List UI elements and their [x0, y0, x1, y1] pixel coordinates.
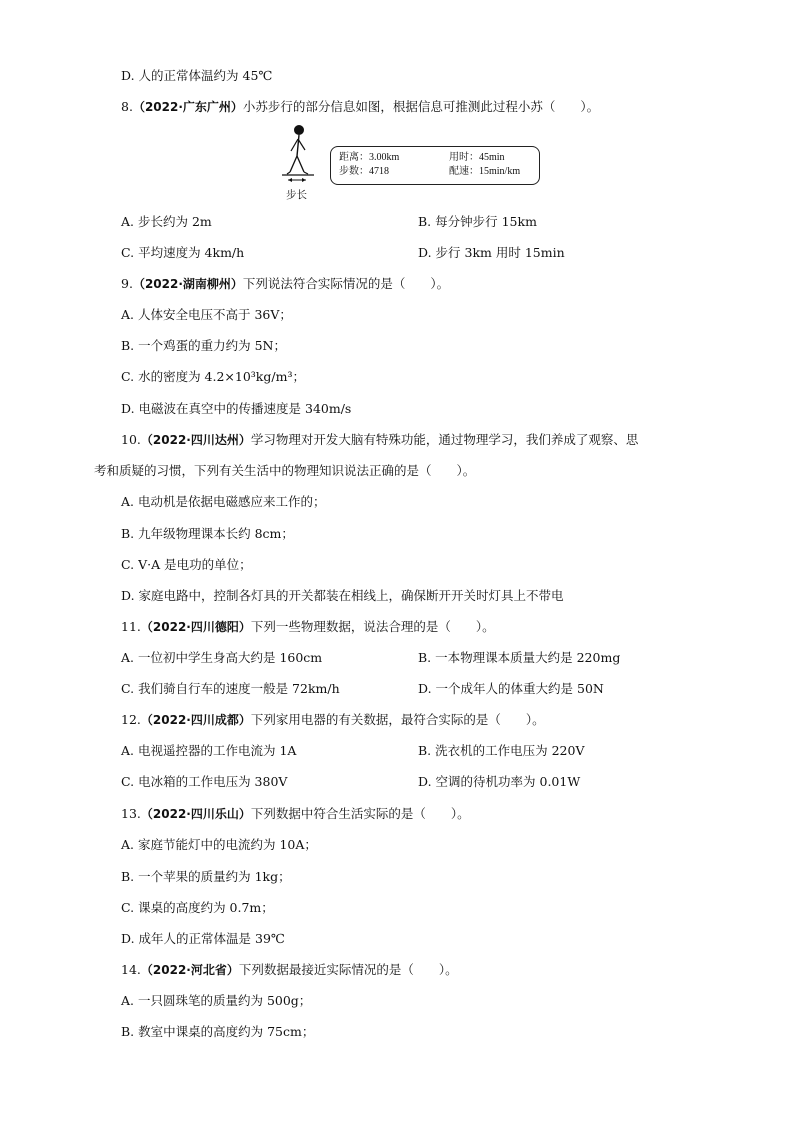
question-number: 9. — [121, 276, 133, 291]
question-stem: 小苏步行的部分信息如图，根据信息可推测此过程小苏（ ）。 — [242, 99, 600, 114]
q13-option-c: C. 课桌的高度约为 0.7m； — [121, 900, 274, 915]
q10-option-a: A. 电动机是依据电磁感应来工作的； — [121, 494, 326, 509]
q12-option-b: B. 洗衣机的工作电压为 220V — [418, 743, 585, 758]
question-stem: 下列说法符合实际情况的是（ ）。 — [242, 276, 450, 291]
question-source: （2022·河北省） — [140, 963, 239, 977]
distance-text: 距离：3.00km — [339, 152, 400, 163]
q9-option-a: A. 人体安全电压不高于 36V； — [121, 307, 292, 322]
question-stem: 下列数据最接近实际情况的是（ ）。 — [238, 962, 458, 977]
question-13 — [121, 805, 470, 823]
question-10 — [121, 431, 638, 449]
question-9 — [121, 275, 449, 293]
question-stem-line-1: 学习物理对开发大脑有特殊功能，通过物理学习，我们养成了观察、思 — [250, 432, 639, 447]
question-stem: 下列一些物理数据，说法合理的是（ ）。 — [250, 619, 495, 634]
q14-option-a: A. 一只圆珠笔的质量约为 500g； — [121, 993, 312, 1008]
q13-option-a: A. 家庭节能灯中的电流约为 10A； — [121, 837, 317, 852]
question-source: （2022·湖南柳州） — [132, 277, 243, 291]
question-number: 12. — [121, 712, 141, 727]
question-stem: 下列家用电器的有关数据，最符合实际的是（ ）。 — [250, 712, 545, 727]
walking-info-box — [330, 146, 540, 185]
q8-option-b: B. 每分钟步行 15km — [418, 214, 537, 229]
question-source: （2022·四川德阳） — [140, 620, 251, 634]
q12-option-c: C. 电冰箱的工作电压为 380V — [121, 774, 288, 789]
q13-option-d: D. 成年人的正常体温是 39℃ — [121, 931, 285, 946]
question-stem-line-2: 考和质疑的习惯，下列有关生活中的物理知识说法正确的是（ ）。 — [94, 463, 476, 478]
question-number: 10. — [121, 432, 141, 447]
q12-option-a: A. 电视遥控器的工作电流为 1A — [121, 743, 297, 758]
q11-option-b: B. 一本物理课本质量大约是 220mg — [418, 650, 621, 665]
question-number: 8. — [121, 99, 133, 114]
question-source: （2022·四川成都） — [140, 713, 251, 727]
q7-option-d: D. 人的正常体温约为 45℃ — [121, 68, 273, 83]
question-source: （2022·四川达州） — [140, 433, 251, 447]
q8-option-a: A. 步长约为 2m — [121, 214, 212, 229]
q10-option-d: D. 家庭电路中，控制各灯具的开关都装在相线上，确保断开开关时灯具上不带电 — [121, 588, 564, 603]
question-source: （2022·广东广州） — [132, 100, 243, 114]
question-number: 14. — [121, 962, 141, 977]
question-stem: 下列数据中符合生活实际的是（ ）。 — [250, 806, 470, 821]
step-length-label: 步长 — [286, 189, 307, 201]
question-8 — [121, 98, 599, 116]
q10-option-c: C. V·A 是电功的单位； — [121, 557, 252, 572]
steps-text: 步数：4718 — [339, 166, 389, 177]
q8-option-d: D. 步行 3km 用时 15min — [418, 245, 565, 260]
question-number: 11. — [121, 619, 141, 634]
q9-option-d: D. 电磁波在真空中的传播速度是 340m/s — [121, 401, 352, 416]
q10-option-b: B. 九年级物理课本长约 8cm； — [121, 526, 294, 541]
question-11 — [121, 618, 495, 636]
q12-option-d: D. 空调的待机功率为 0.01W — [418, 774, 581, 789]
question-number: 13. — [121, 806, 141, 821]
q9-option-c: C. 水的密度为 4.2×10³kg/m³； — [121, 369, 305, 384]
q11-option-c: C. 我们骑自行车的速度一般是 72km/h — [121, 681, 340, 696]
walking-person-icon — [280, 124, 330, 194]
q8-option-c: C. 平均速度为 4km/h — [121, 245, 245, 260]
q11-option-a: A. 一位初中学生身高大约是 160cm — [121, 650, 323, 665]
q14-option-b: B. 教室中课桌的高度约为 75cm； — [121, 1024, 315, 1039]
pace-text: 配速：15min/km — [449, 166, 521, 177]
q9-option-b: B. 一个鸡蛋的重力约为 5N； — [121, 338, 286, 353]
q11-option-d: D. 一个成年人的体重大约是 50N — [418, 681, 604, 696]
question-14 — [121, 961, 458, 979]
question-12 — [121, 711, 545, 729]
question-source: （2022·四川乐山） — [140, 807, 251, 821]
q13-option-b: B. 一个苹果的质量约为 1kg； — [121, 869, 291, 884]
walking-figure — [280, 124, 545, 204]
time-text: 用时：45min — [449, 152, 505, 163]
